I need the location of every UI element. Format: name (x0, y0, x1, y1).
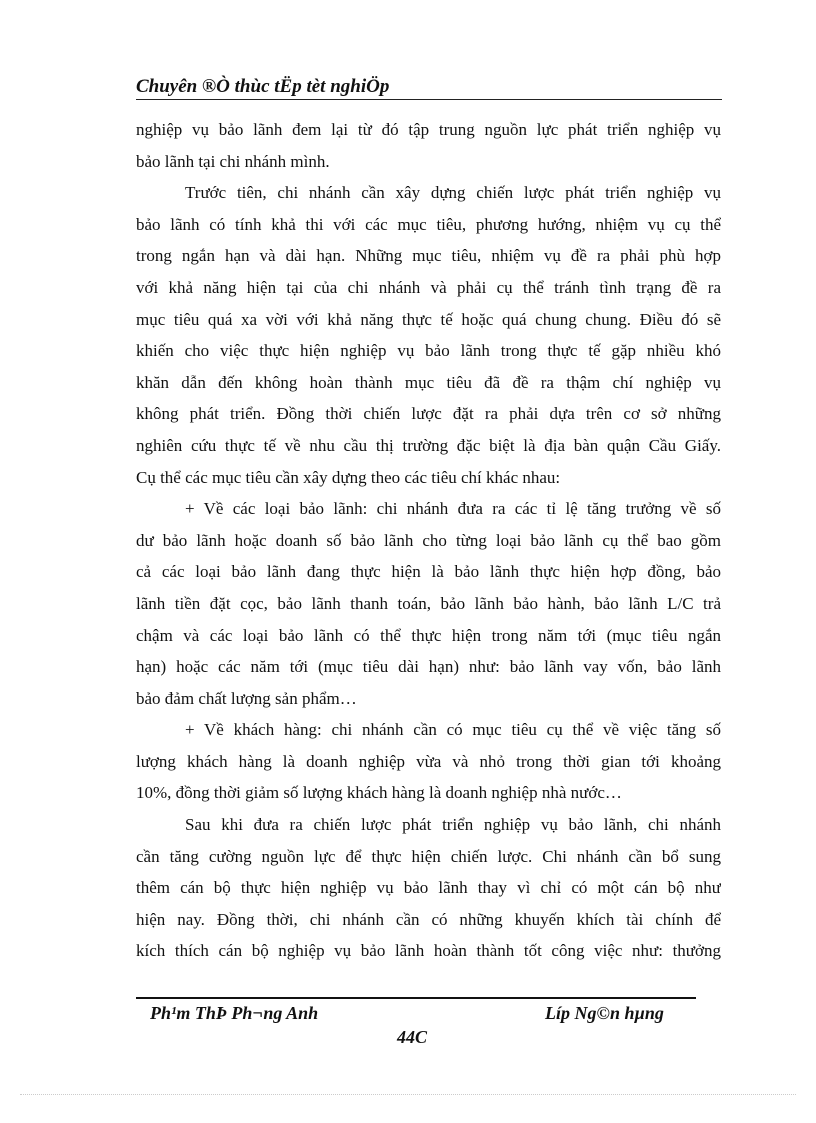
text-line: hạn) hoặc các năm tới (mục tiêu dài hạn) như: bảo lãnh vay vốn, bảo lãnh (136, 657, 721, 677)
footer-divider (136, 997, 696, 999)
footer-class-line2: 44C (397, 1027, 428, 1047)
text-line: kích thích cán bộ nghiệp vụ bảo lãnh hoàn thành tốt công việc như: thưởng (136, 941, 721, 961)
text-line: dư bảo lãnh hoặc doanh số bảo lãnh cho từng loại bảo lãnh cụ thể bao gồm (136, 530, 721, 550)
text-line: hiện nay. Đồng thời, chi nhánh cần có những khuyến khích tài chính để (136, 909, 721, 929)
text-line: với khả năng hiện tại của chi nhánh và phải cụ thể tránh tình trạng đề ra (136, 277, 721, 297)
text-line: Cụ thể các mục tiêu cần xây dựng theo các tiêu chí khác nhau: (136, 467, 561, 487)
text-line: cần tăng cường nguồn lực để thực hiện chiến lược. Chi nhánh cần bổ sung (136, 846, 721, 866)
text-line: Sau khi đưa ra chiến lược phát triển nghiệp vụ bảo lãnh, chi nhánh (185, 815, 721, 835)
text-line: bảo đảm chất lượng sản phẩm… (136, 688, 357, 708)
text-line: lượng khách hàng là doanh nghiệp vừa và nhỏ trong thời gian tới khoảng (136, 751, 721, 771)
paragraph (136, 493, 721, 714)
paragraph (136, 714, 721, 809)
text-line: chậm và các loại bảo lãnh có thể thực hiện trong năm tới (mục tiêu ngắn (136, 625, 721, 645)
text-line: nghiệp vụ bảo lãnh đem lại từ đó tập trung nguồn lực phát triển nghiệp vụ (136, 120, 721, 139)
text-line: 10%, đồng thời giảm số lượng khách hàng là doanh nghiệp nhà nước… (136, 783, 622, 803)
header-divider (136, 99, 722, 100)
footer-author: Ph¹m ThÞ Ph¬ng Anh (150, 1003, 319, 1023)
text-line: thêm cán bộ thực hiện nghiệp vụ bảo lãnh thay vì chỉ có một cán bộ như (136, 878, 721, 898)
paragraph (136, 177, 721, 493)
text-line: trong ngắn hạn và dài hạn. Những mục tiêu, nhiệm vụ đề ra phải phù hợp (136, 246, 721, 266)
text-line: không phát triển. Đồng thời chiến lược đặt ra phải dựa trên cơ sở những (136, 404, 721, 424)
text-line: bảo lãnh tại chi nhánh mình. (136, 151, 330, 171)
text-line: Trước tiên, chi nhánh cần xây dựng chiến lược phát triển nghiệp vụ (185, 183, 721, 203)
text-line: bảo lãnh có tính khả thi với các mục tiêu, phương hướng, nhiệm vụ cụ thể (136, 214, 721, 234)
page-header-title: Chuyên ®Ò thùc tËp tèt nghiÖp (136, 76, 390, 97)
text-line: cả các loại bảo lãnh đang thực hiện là bảo lãnh thực hiện hợp đồng, bảo (136, 562, 721, 582)
text-line: lãnh tiền đặt cọc, bảo lãnh thanh toán, bảo lãnh bảo hành, bảo lãnh L/C trả (136, 593, 721, 613)
text-line: + Về các loại bảo lãnh: chi nhánh đưa ra các tỉ lệ tăng trưởng về số (185, 499, 721, 519)
paragraph (136, 809, 721, 967)
text-line: khăn dẫn đến không hoàn thành mục tiêu đã đề ra thậm chí nghiệp vụ (136, 372, 721, 392)
text-line: mục tiêu quá xa vời với khả năng thực tế hoặc quá chung chung. Điều đó sẽ (136, 309, 721, 329)
paragraph (136, 114, 721, 177)
text-line: + Về khách hàng: chi nhánh cần có mục tiêu cụ thể về việc tăng số (185, 720, 721, 740)
text-line: khiến cho việc thực hiện nghiệp vụ bảo lãnh trong thực tế gặp nhiều khó (136, 341, 721, 361)
body-text (136, 114, 721, 967)
footer-class-line1: Líp Ng©n hµng (545, 1003, 664, 1023)
bottom-dotted-line (20, 1094, 796, 1095)
text-line: nghiên cứu thực tế về nhu cầu thị trường đặc biệt là địa bàn quận Cầu Giấy. (136, 435, 721, 455)
